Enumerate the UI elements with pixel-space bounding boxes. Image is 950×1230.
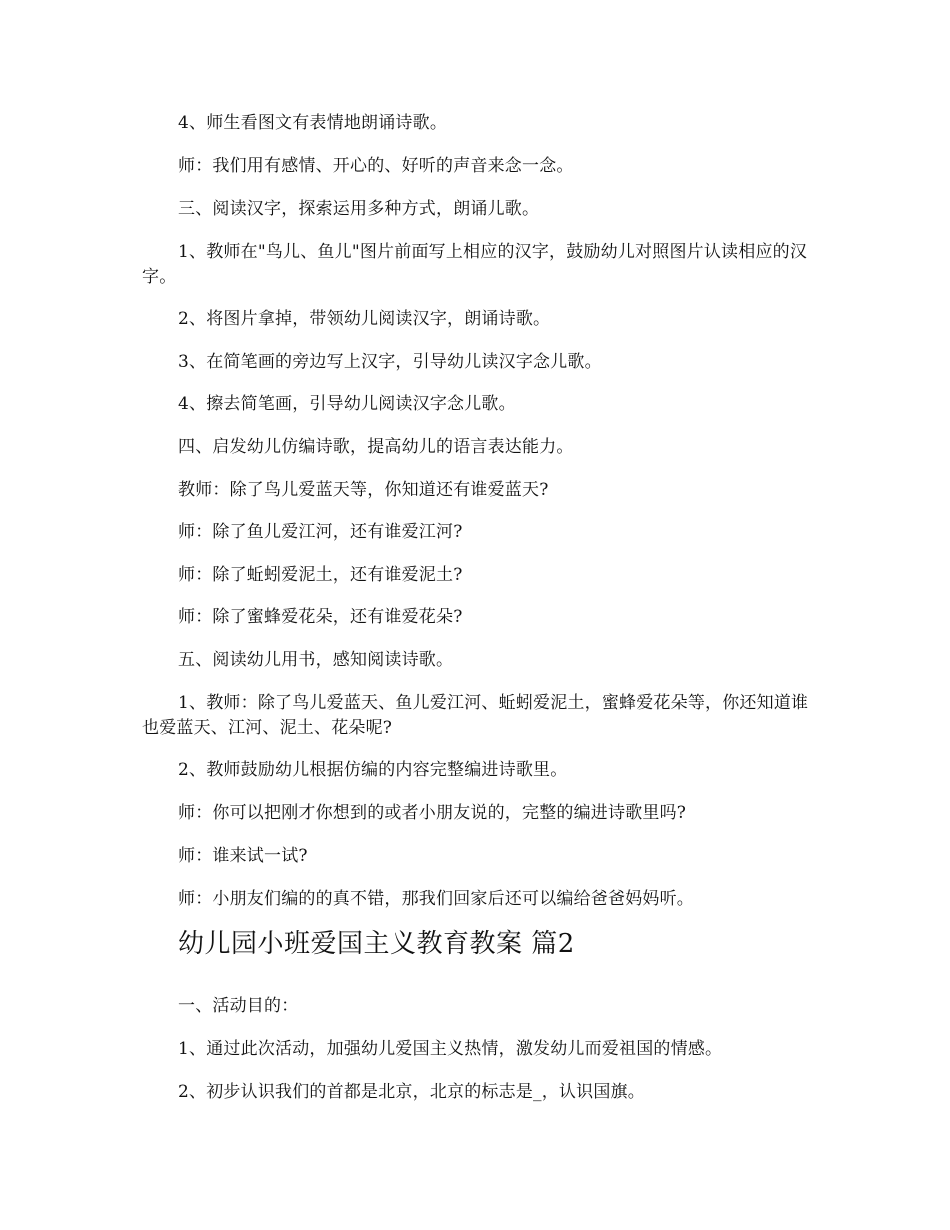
paragraph: 2、教师鼓励幼儿根据仿编的内容完整编进诗歌里。 [178, 760, 568, 780]
paragraph: 4、擦去简笔画，引导幼儿阅读汉字念儿歌。 [178, 394, 516, 414]
paragraph: 五、阅读幼儿用书，感知阅读诗歌。 [178, 650, 454, 670]
paragraph: 3、在简笔画的旁边写上汉字，引导幼儿读汉字念儿歌。 [178, 352, 602, 372]
paragraph: 师：除了蜜蜂爱花朵，还有谁爱花朵? [178, 607, 463, 627]
paragraph: 2、将图片拿掉，带领幼儿阅读汉字，朗诵诗歌。 [178, 309, 551, 329]
paragraph: 1、通过此次活动，加强幼儿爱国主义热情，激发幼儿而爱祖国的情感。 [178, 1039, 723, 1059]
paragraph: 四、启发幼儿仿编诗歌，提高幼儿的语言表达能力。 [178, 437, 574, 457]
paragraph: 师：我们用有感情、开心的、好听的声音来念一念。 [178, 156, 574, 176]
paragraph: 一、活动目的： [178, 996, 299, 1016]
paragraph: 三、阅读汉字，探索运用多种方式，朗诵儿歌。 [178, 199, 540, 219]
paragraph: 师：你可以把刚才你想到的或者小朋友说的，完整的编进诗歌里吗? [178, 803, 687, 823]
paragraph: 2、初步认识我们的首都是北京，北京的标志是_，认识国旗。 [178, 1082, 645, 1102]
paragraph: 教师：除了鸟儿爱蓝天等，你知道还有谁爱蓝天? [178, 480, 549, 500]
paragraph: 师：除了鱼儿爱江河，还有谁爱江河? [178, 522, 463, 542]
paragraph: 师：小朋友们编的的真不错，那我们回家后还可以编给爸爸妈妈听。 [178, 889, 694, 909]
paragraph: 师：谁来试一试? [178, 846, 308, 866]
paragraph: 1、教师：除了鸟儿爱蓝天、鱼儿爱江河、蚯蚓爱泥土，蜜蜂爱花朵等，你还知道谁也爱蓝天、江河、泥土、花朵呢? [142, 693, 809, 738]
section-heading: 幼儿园小班爱国主义教育教案 篇2 [178, 929, 575, 959]
paragraph: 师：除了蚯蚓爱泥土，还有谁爱泥土? [178, 565, 463, 585]
paragraph: 4、师生看图文有表情地朗诵诗歌。 [178, 113, 448, 133]
paragraph: 1、教师在"鸟儿、鱼儿"图片前面写上相应的汉字，鼓励幼儿对照图片认读相应的汉字。 [142, 242, 808, 287]
